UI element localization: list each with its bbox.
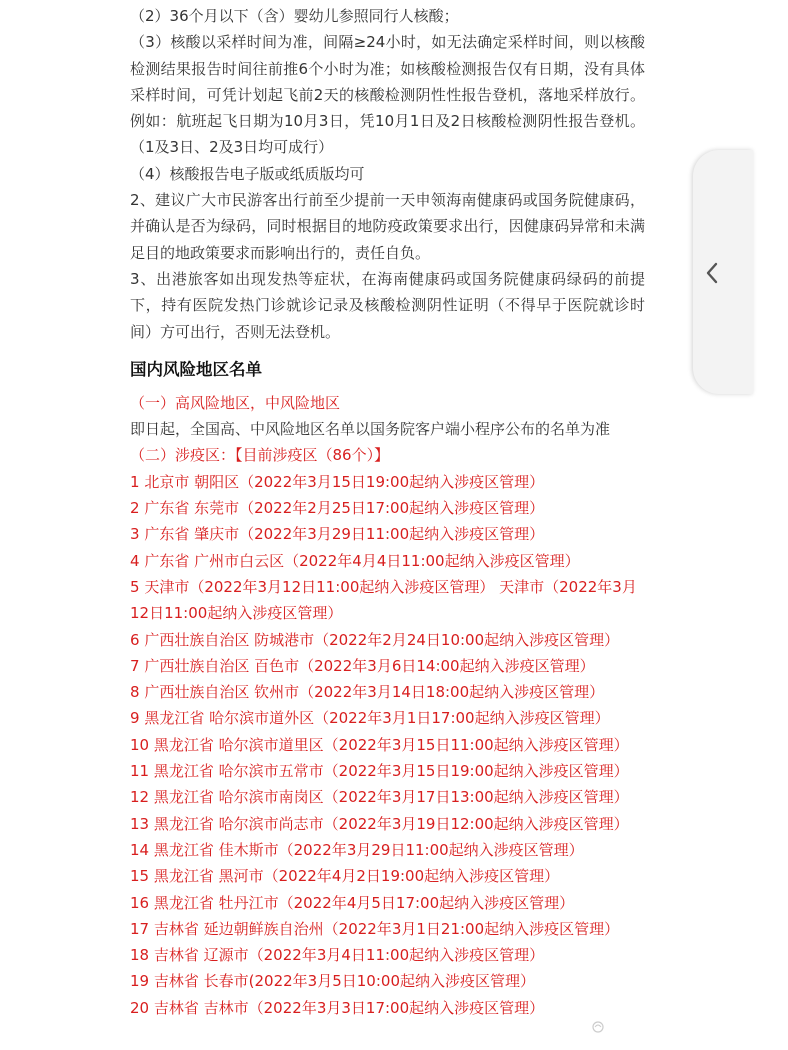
epidemic-area-item	[130, 942, 645, 968]
epidemic-area-text: 广东省 广州市白云区（2022年4月4日11:00起纳入涉疫区管理）	[144, 551, 580, 570]
high-mid-risk-note: 即日起，全国高、中风险地区名单以国务院客户端小程序公布的名单为准	[130, 420, 611, 439]
epidemic-area-item	[130, 627, 645, 653]
epidemic-area-text: 黑龙江省 哈尔滨市道里区（2022年3月15日11:00起纳入涉疫区管理）	[153, 735, 629, 754]
epidemic-area-text: 吉林省 长春市(2022年3月5日10:00起纳入涉疫区管理）	[153, 972, 535, 991]
epidemic-area-list	[130, 469, 645, 1021]
epidemic-area-text: 广西壮族自治区 百色市（2022年3月6日14:00起纳入涉疫区管理）	[144, 656, 595, 675]
epidemic-area-text: 黑龙江省 牡丹江市（2022年4月5日17:00起纳入涉疫区管理）	[153, 893, 575, 912]
epidemic-area-index: 3	[130, 525, 140, 544]
intro-paragraph-2: （3）核酸以采样时间为准，间隔≥24小时，如无法确定采样时间，则以核酸检测结果报告时间往前推6个小时为准；如核酸检测报告仅有日期，没有具体采样时间，可凭计划起飞前2天的核酸检测阴性性报告登机，落地采样放行。例如：航班起飞日期为10月3日，凭10月1日及2日核酸检测阴性报告登机。（1及3日、2及3日均可成行）	[130, 33, 645, 157]
epidemic-area-text: 广东省 东莞市（2022年2月25日17:00起纳入涉疫区管理）	[144, 499, 545, 518]
risk-section-title: 国内风险地区名单	[130, 359, 262, 379]
epidemic-area-text: 黑龙江省 佳木斯市（2022年3月29日11:00起纳入涉疫区管理）	[153, 840, 584, 859]
epidemic-area-item	[130, 890, 645, 916]
epidemic-area-index: 11	[130, 762, 150, 781]
epidemic-area-index: 17	[130, 919, 150, 938]
epidemic-area-item	[130, 679, 645, 705]
epidemic-area-text: 吉林省 辽源市（2022年3月4日11:00起纳入涉疫区管理）	[153, 946, 545, 965]
epidemic-area-text: 广东省 肇庆市（2022年3月29日11:00起纳入涉疫区管理）	[144, 525, 545, 544]
epidemic-area-text: 吉林省 吉林市（2022年3月3日17:00起纳入涉疫区管理）	[153, 998, 545, 1017]
epidemic-area-text: 广西壮族自治区 钦州市（2022年3月14日18:00起纳入涉疫区管理）	[144, 683, 605, 702]
epidemic-area-item	[130, 521, 645, 547]
epidemic-area-item	[130, 837, 645, 863]
epidemic-area-text: 广西壮族自治区 防城港市（2022年2月24日10:00起纳入涉疫区管理）	[144, 630, 620, 649]
epidemic-area-index: 9	[130, 709, 140, 728]
epidemic-area-item	[130, 916, 645, 942]
epidemic-area-item	[130, 732, 645, 758]
intro-paragraph-4: 2、建议广大市民游客出行前至少提前一天申领海南健康码或国务院健康码，并确认是否为绿码，同时根据目的地防疫政策要求出行，因健康码异常和未满足目的地政策要求而影响出行的，责任自负。	[130, 191, 645, 262]
chevron-left-icon[interactable]	[705, 262, 719, 284]
intro-paragraph-3: （4）核酸报告电子版或纸质版均可	[130, 164, 365, 183]
epidemic-area-index: 12	[130, 788, 150, 807]
epidemic-area-text: 黑龙江省 哈尔滨市道外区（2022年3月1日17:00起纳入涉疫区管理）	[144, 709, 610, 728]
epidemic-area-text: 天津市（2022年3月12日11:00起纳入涉疫区管理） 天津市（2022年3月12日11:00起纳入涉疫区管理）	[130, 577, 637, 623]
epidemic-area-index: 13	[130, 814, 150, 833]
epidemic-area-item	[130, 653, 645, 679]
high-mid-risk-label: （一）高风险地区，中风险地区	[130, 393, 341, 412]
epidemic-area-index: 8	[130, 683, 140, 702]
epidemic-area-index: 2	[130, 499, 140, 518]
epidemic-area-item	[130, 863, 645, 889]
intro-paragraph-5: 3、出港旅客如出现发热等症状，在海南健康码或国务院健康码绿码的前提下，持有医院发热门诊就诊记录及核酸检测阴性证明（不得早于医院就诊时间）方可出行，否则无法登机。	[130, 269, 645, 341]
epidemic-area-index: 10	[130, 735, 150, 754]
epidemic-area-item	[130, 811, 645, 837]
epidemic-area-item	[130, 548, 645, 574]
epidemic-area-item	[130, 469, 645, 495]
epidemic-area-index: 20	[130, 998, 150, 1017]
article-content	[130, 0, 645, 1021]
epidemic-area-text: 吉林省 延边朝鲜族自治州（2022年3月1日21:00起纳入涉疫区管理）	[153, 919, 620, 938]
epidemic-area-index: 4	[130, 551, 140, 570]
epidemic-area-text: 黑龙江省 黑河市（2022年4月2日19:00起纳入涉疫区管理）	[153, 867, 560, 886]
epidemic-area-item	[130, 758, 645, 784]
epidemic-area-index: 6	[130, 630, 140, 649]
watermark-logo-icon	[591, 1020, 605, 1034]
epidemic-area-index: 1	[130, 472, 140, 491]
epidemic-area-item	[130, 495, 645, 521]
epidemic-area-index: 18	[130, 946, 150, 965]
epidemic-area-index: 7	[130, 656, 140, 675]
epidemic-area-label: （二）涉疫区：【目前涉疫区（86个）】	[130, 446, 390, 465]
epidemic-area-item	[130, 968, 645, 994]
epidemic-area-item	[130, 705, 645, 731]
epidemic-area-text: 黑龙江省 哈尔滨市南岗区（2022年3月17日13:00起纳入涉疫区管理）	[153, 788, 629, 807]
epidemic-area-text: 黑龙江省 哈尔滨市五常市（2022年3月15日19:00起纳入涉疫区管理）	[153, 762, 629, 781]
epidemic-area-index: 16	[130, 893, 150, 912]
epidemic-area-index: 14	[130, 840, 150, 859]
epidemic-area-index: 19	[130, 972, 150, 991]
epidemic-area-item	[130, 995, 645, 1021]
epidemic-area-text: 北京市 朝阳区（2022年3月15日19:00起纳入涉疫区管理）	[144, 472, 545, 491]
epidemic-area-item	[130, 784, 645, 810]
side-panel-handle[interactable]	[693, 150, 753, 394]
epidemic-area-text: 黑龙江省 哈尔滨市尚志市（2022年3月19日12:00起纳入涉疫区管理）	[153, 814, 629, 833]
epidemic-area-item	[130, 574, 645, 627]
intro-paragraph-1: （2）36个月以下（含）婴幼儿参照同行人核酸；	[130, 7, 459, 25]
epidemic-area-index: 15	[130, 867, 150, 886]
epidemic-area-index: 5	[130, 577, 140, 596]
